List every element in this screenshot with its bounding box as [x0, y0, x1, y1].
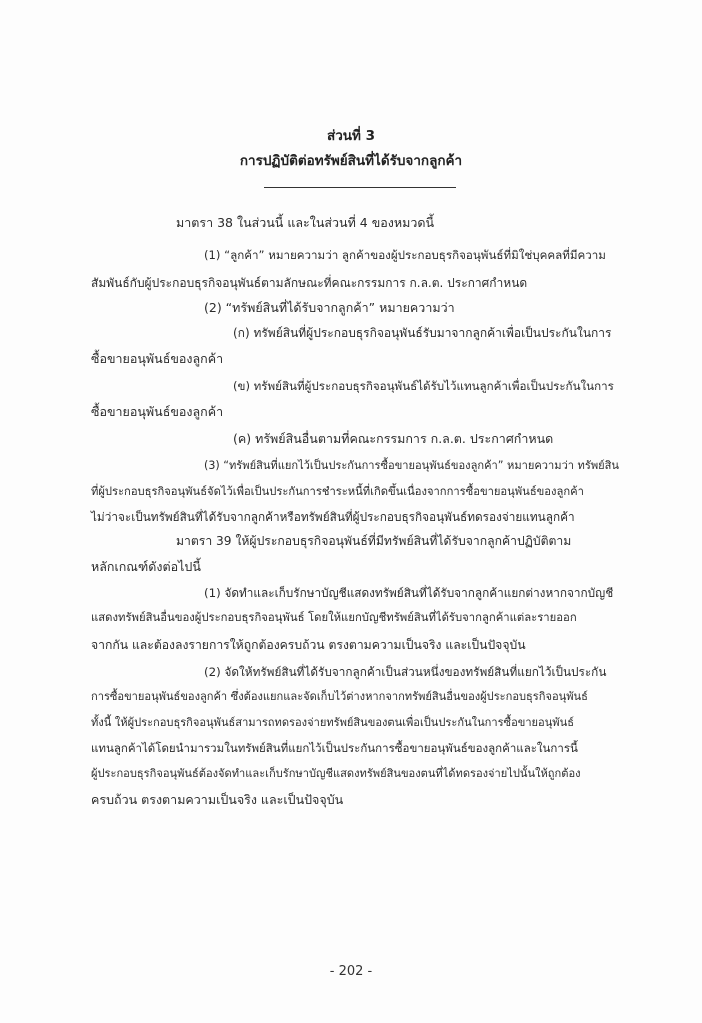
paragraph-line: ไม่ว่าจะเป็นทรัพย์สินที่ได้รับจากลูกค้าหรือทรัพย์สินที่ผู้ประกอบธุรกิจอนุพันธ์ทดรองจ่ายแทนลูกค้า [91, 510, 575, 524]
paragraph-line: (2) “ทรัพย์สินที่ได้รับจากลูกค้า” หมายความว่า [204, 300, 455, 315]
paragraph-line: ผู้ประกอบธุรกิจอนุพันธ์ต้องจัดทำและเก็บรักษาบัญชีแสดงทรัพย์สินของตนที่ได้ทดรองจ่ายไปนั้นให้ถูกต้อง [91, 767, 581, 780]
paragraph-line: (ก) ทรัพย์สินที่ผู้ประกอบธุรกิจอนุพันธ์รับมาจากลูกค้าเพื่อเป็นประกันในการ [233, 326, 612, 340]
paragraph-line: (1) จัดทำและเก็บรักษาบัญชีแสดงทรัพย์สินที่ได้รับจากลูกค้าแยกต่างหากจากบัญชี [204, 586, 614, 600]
paragraph-line: ซื้อขายอนุพันธ์ของลูกค้า [91, 351, 224, 366]
paragraph-line: มาตรา 39 ให้ผู้ประกอบธุรกิจอนุพันธ์ที่มีทรัพย์สินที่ได้รับจากลูกค้าปฏิบัติตาม [176, 534, 572, 548]
paragraph-line: ทั้งนี้ ให้ผู้ประกอบธุรกิจอนุพันธ์สามารถทดรองจ่ายทรัพย์สินของตนเพื่อเป็นประกันในการซื้อขายอนุพันธ์ [91, 716, 574, 729]
paragraph-line: แทนลูกค้าได้โดยนำมารวมในทรัพย์สินที่แยกไว้เป็นประกันการซื้อขายอนุพันธ์ของลูกค้าและในการนี้ [91, 741, 578, 755]
paragraph-line: การซื้อขายอนุพันธ์ของลูกค้า ซึ่งต้องแยกและจัดเก็บไว้ต่างหากจากทรัพย์สินอื่นของผู้ประกอบธุรกิจอนุพันธ์ [91, 690, 588, 703]
paragraph-line: สัมพันธ์กับผู้ประกอบธุรกิจอนุพันธ์ตามลักษณะที่คณะกรรมการ ก.ล.ต. ประกาศกำหนด [91, 276, 528, 290]
paragraph-line: แสดงทรัพย์สินอื่นของผู้ประกอบธุรกิจอนุพันธ์ โดยให้แยกบัญชีทรัพย์สินที่ได้รับจากลูกค้าแต่ละรายออก [91, 611, 577, 624]
title-divider [264, 187, 456, 188]
paragraph-line: ครบถ้วน ตรงตามความเป็นจริง และเป็นปัจจุบัน [91, 792, 344, 807]
paragraph-line: มาตรา 38 ในส่วนนี้ และในส่วนที่ 4 ของหมวดนี้ [176, 215, 435, 230]
section-title: ส่วนที่ 3 [326, 128, 376, 144]
paragraph-line: (1) “ลูกค้า” หมายความว่า ลูกค้าของผู้ประกอบธุรกิจอนุพันธ์ที่มิใช่บุคคลที่มีความ [204, 248, 606, 262]
paragraph-line: (2) จัดให้ทรัพย์สินที่ได้รับจากลูกค้าเป็นส่วนหนึ่งของทรัพย์สินที่แยกไว้เป็นประกัน [204, 665, 607, 679]
paragraph-line: ที่ผู้ประกอบธุรกิจอนุพันธ์จัดไว้เพื่อเป็นประกันการชำระหนี้ที่เกิดขึ้นเนื่องจากการซื้อขายอนุพันธ์ของลูกค้า [91, 485, 584, 498]
page-number: - 202 - [329, 964, 373, 979]
paragraph-line: (ค) ทรัพย์สินอื่นตามที่คณะกรรมการ ก.ล.ต. ประกาศกำหนด [233, 431, 554, 446]
paragraph-line: ซื้อขายอนุพันธ์ของลูกค้า [91, 404, 224, 419]
paragraph-line: (ข) ทรัพย์สินที่ผู้ประกอบธุรกิจอนุพันธ์ได้รับไว้แทนลูกค้าเพื่อเป็นประกันในการ [233, 379, 614, 393]
paragraph-line: (3) “ทรัพย์สินที่แยกไว้เป็นประกันการซื้อขายอนุพันธ์ของลูกค้า” หมายความว่า ทรัพย์สิน [204, 459, 619, 472]
section-subtitle: การปฏิบัติต่อทรัพย์สินที่ได้รับจากลูกค้า [239, 153, 463, 169]
paragraph-line: จากกัน และต้องลงรายการให้ถูกต้องครบถ้วน ตรงตามความเป็นจริง และเป็นปัจจุบัน [91, 638, 526, 652]
paragraph-line: หลักเกณฑ์ดังต่อไปนี้ [91, 559, 201, 574]
